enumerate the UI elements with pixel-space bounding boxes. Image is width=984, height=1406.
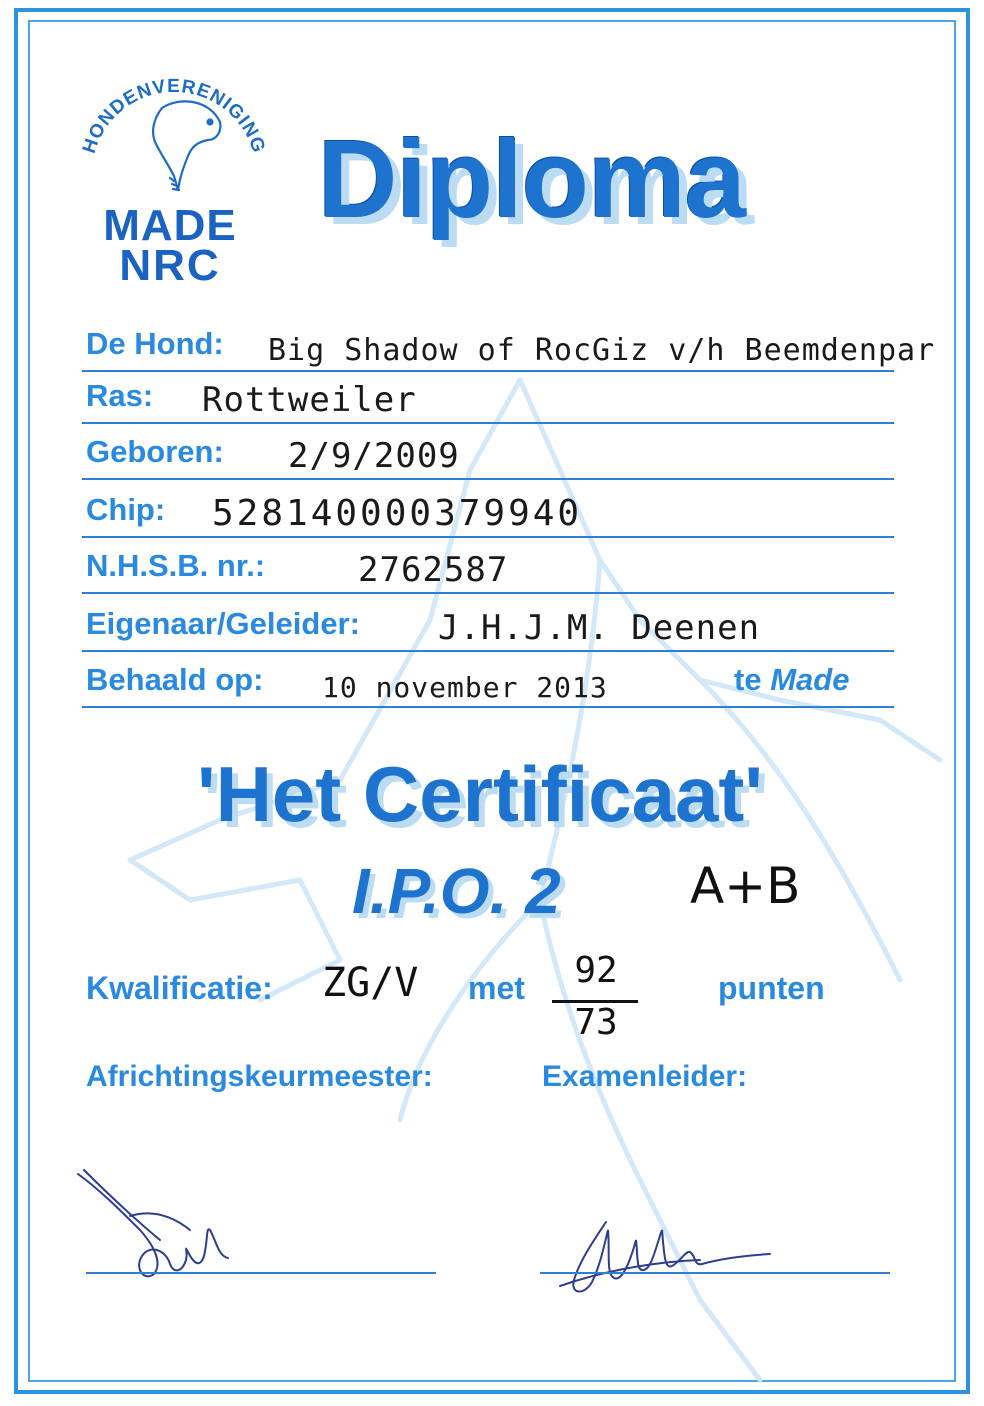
location-prefix: te	[734, 662, 771, 697]
points-top: 92	[574, 950, 618, 991]
field-label: Eigenaar/Geleider:	[86, 606, 360, 641]
qualification-punten: punten	[718, 970, 825, 1006]
judge-label: Africhtingskeurmeester:	[86, 1060, 433, 1093]
field-value: J.H.J.M. Deenen	[438, 608, 761, 648]
location-place: Made	[770, 662, 850, 697]
field-label: Behaald op:	[86, 662, 264, 697]
logo-arc-text: HONDENVERENIGING	[78, 75, 270, 157]
field-value: 10 november 2013	[322, 671, 608, 704]
field-underline	[82, 592, 894, 594]
points-bottom: 73	[574, 1002, 618, 1043]
judge-signature	[70, 1160, 260, 1290]
field-born	[82, 424, 894, 480]
qualification-value: ZG/V	[322, 960, 419, 1006]
field-label: N.H.S.B. nr.:	[86, 548, 266, 583]
qualification-met: met	[468, 970, 525, 1006]
exam-leader-signature-line	[540, 1272, 890, 1274]
dog-head-icon	[153, 101, 220, 190]
field-location	[734, 662, 849, 698]
certificate-title: 'Het Certificaat'	[197, 750, 763, 838]
field-value: 528140000379940	[212, 493, 583, 534]
certificate-level-handwritten: A+B	[690, 857, 801, 915]
logo-nrc: NRC	[119, 241, 221, 290]
page-title: Diploma	[318, 118, 745, 241]
judge-signature-line	[86, 1272, 436, 1274]
field-underline	[82, 478, 894, 480]
qualification-label: Kwalificatie:	[86, 970, 273, 1006]
field-label: Ras:	[86, 378, 154, 413]
field-label: Chip:	[86, 492, 166, 527]
logo-made: MADE	[103, 201, 237, 250]
field-achieved	[82, 652, 894, 708]
field-label: Geboren:	[86, 434, 224, 469]
field-breed	[82, 368, 894, 424]
field-chip	[82, 482, 894, 538]
field-value: 2762587	[358, 550, 509, 590]
field-value: Rottweiler	[202, 380, 417, 420]
field-value: Big Shadow of RocGiz v/h Beemdenpar	[268, 333, 936, 368]
field-owner	[82, 596, 894, 652]
field-label: De Hond:	[86, 326, 224, 361]
field-nhsb	[82, 538, 894, 594]
exam-leader-signature	[540, 1200, 800, 1310]
exam-leader-label: Examenleider:	[542, 1060, 748, 1093]
club-logo	[70, 66, 270, 290]
field-underline	[82, 706, 894, 708]
certificate-level: I.P.O. 2	[352, 855, 561, 927]
field-dog-name	[82, 316, 936, 372]
field-value: 2/9/2009	[288, 436, 460, 476]
